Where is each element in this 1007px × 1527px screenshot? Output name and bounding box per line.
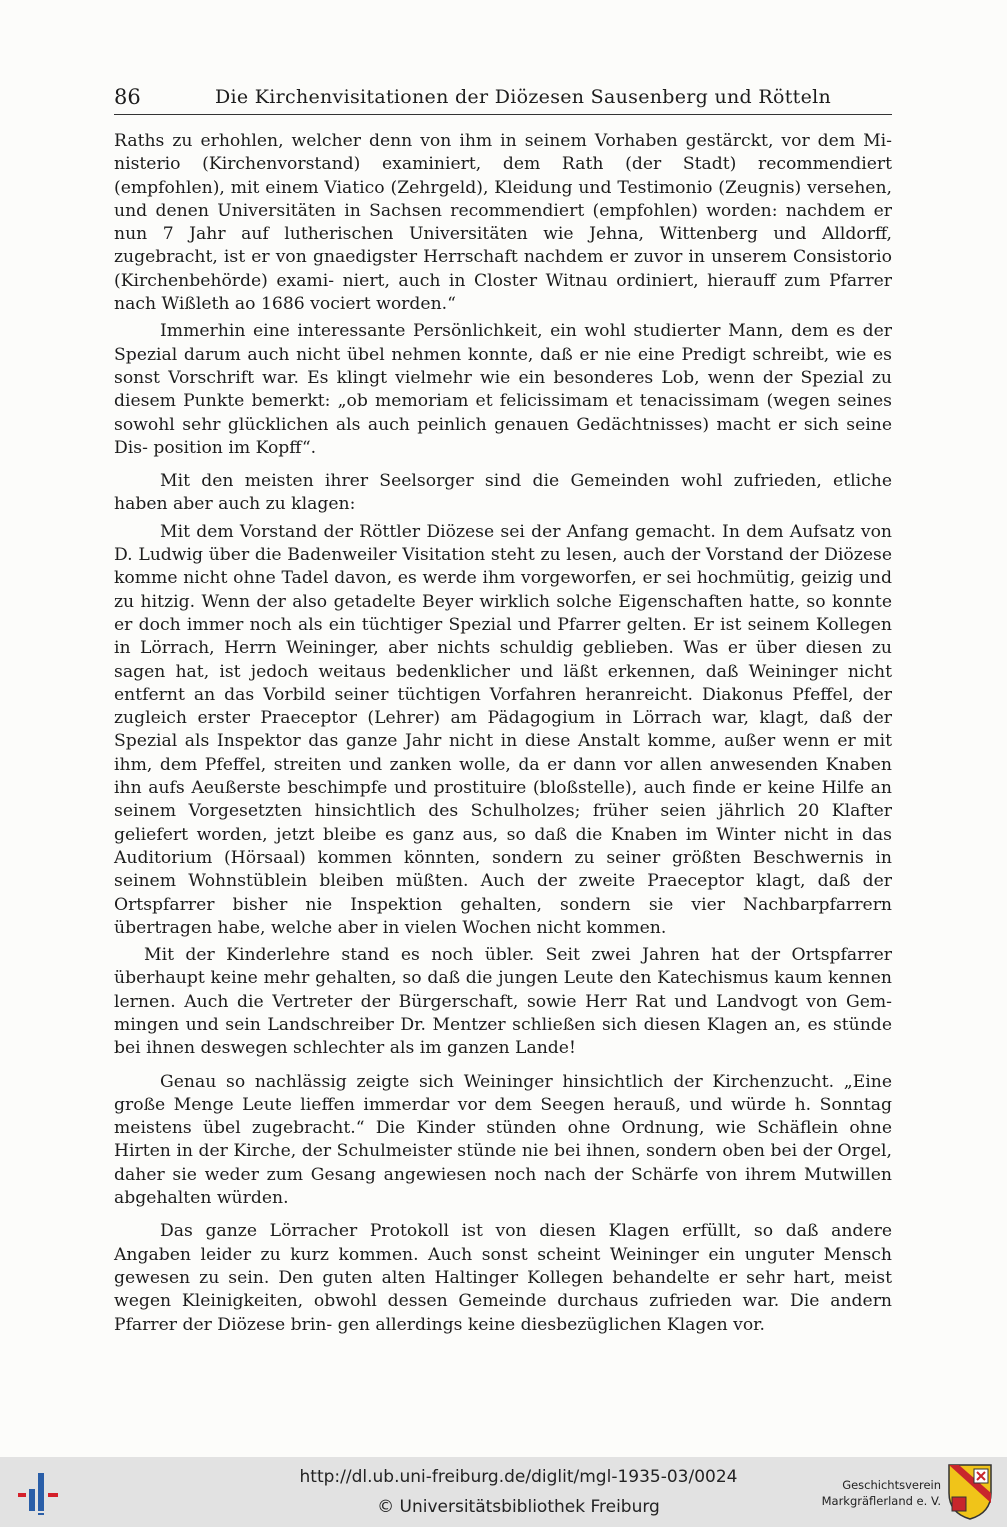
society-line-1: Geschichtsverein bbox=[842, 1478, 941, 1492]
paragraph: Mit dem Vorstand der Röttler Diözese sei der Anfang gemacht. In dem Aufsatz von D. Ludwig über die Badenweiler Visitation steht zu lesen, auch der Vorstand der Diözese komme nicht ohne Tadel davon, es werde ihm vorgeworfen, er sei hochmütig, geizig und zu hitzig. Wenn der also getadelte Beyer wirklich solche Eigenschaften hatte, so konnte er doch immer noch als ein tüchtiger Spezial und Pfarrer gelten. Er ist seinem Kollegen in Lörrach, Herrn Weininger, aber nichts schuldig geblieben. Was er über diesen zu sagen hat, ist jedoch weitaus bedenklicher und läßt erkennen, daß Weininger nicht entfernt an das Vorbild seiner tüchtigen Vorfahren heranreicht. Diakonus Pfeffel, der zugleich erster Praeceptor (Lehrer) am Pädagogium in Lörrach war, klagt, daß der Spezial als Inspektor das ganze Jahr nicht in diese Anstalt komme, außer wenn er mit ihm, dem Pfeffel, streiten und zanken wolle, da er dann vor allen anwesenden Knaben ihn aufs Aeußerste beschimpfe und prostituire (bloßstelle), auch finde er keine Hilfe an seinem Vorgesetzten hinsichtlich des Schulholzes; früher seien jährlich 20 Klafter geliefert worden, jetzt bleibe es ganz aus, so daß die Knaben im Winter nicht in das Auditorium (Hörsaal) kommen könnten, sondern zu seiner größten Beschwernis in seinem Wohnstüblein bleiben müßten. Auch der zweite Praeceptor klagt, daß der Ortspfarrer bisher nie Inspektion gehalten, sondern sie vier Nachbarpfarrern übertragen habe, welche aber in vielen Wochen nicht kommen. bbox=[114, 521, 892, 938]
footer-copyright: © Universitätsbibliothek Freiburg bbox=[377, 1497, 660, 1517]
paragraph: Mit der Kinderlehre stand es noch übler. Seit zwei Jahren hat der Ortspfarrer überhaupt keine mehr gehalten, so daß die jungen Leute den Katechismus kaum kennen lernen. Auch die Vertreter der Bürgerschaft, sowie Herr Rat und Landvogt von Gem- mingen und sein Landschreiber Dr. Mentzer schließen sich diesen Klagen an, es stünde bei ihnen deswegen schlechter als im ganzen Lande! bbox=[114, 945, 892, 1059]
paragraph: Immerhin eine interessante Persönlichkeit, ein wohl studierter Mann, dem es der Spezial darum auch nicht übel nehmen konnte, daß er nie eine Predigt schreibt, wie es sonst Vorschrift war. Es klingt vielmehr wie ein besonderes Lob, wenn der Spezial zu diesem Punkte bemerkt: „ob memoriam et felicissimam et tenacissimam (wegen seines sowohl sehr glücklichen als auch peinlich genauen Gedächtnisses) macht er sich seine Dis- position im Kopff“. bbox=[114, 321, 892, 458]
paragraph: Genau so nachlässig zeigte sich Weininger hinsichtlich der Kirchenzucht. „Eine große Menge Leute lieffen immerdar vor dem Seegen herauß, und würde h. Sonntag meistens übel zugebracht.“ Die Kinder stünden ohne Ordnung, wie Schäflein ohne Hirten in der Kirche, der Schulmeister stünde nie bei ihnen, sondern oben bei der Orgel, daher sie weder zum Gesang angewiesen noch nach der Schärfe von ihrem Mutwillen abgehalten würden. bbox=[114, 1071, 892, 1209]
paragraph: Raths zu erhohlen, welcher denn von ihm in seinem Vorhaben gestärckt, vor dem Mi- nisterio (Kirchenvorstand) examiniert, dem Rath (der Stadt) recommendiert (empfohlen), mit einem Viatico (Zehrgeld), Kleidung und Testimonio (Zeugnis) versehen, und denen Universitäten in Sachsen recommendiert (empfohlen) worden: nachdem er nun 7 Jahr auf lutherischen Universitäten wie Jehna, Wittenberg und Alldorff, zugebracht, ist er von gnaedigster Herrschaft nachdem er zuvor in unserem Consistorio (Kirchenbehörde) exami- niert, auch in Closter Witnau ordiniert, hierauff zum Pfarrer nach Wißleth ao 1686 vociert worden.“ bbox=[114, 131, 892, 315]
page-body bbox=[114, 130, 892, 1347]
footer-bar bbox=[0, 1457, 1007, 1527]
society-line-2: Markgräflerland e. V. bbox=[821, 1494, 941, 1508]
coat-of-arms-icon[interactable] bbox=[947, 1463, 993, 1521]
paragraph: Mit den meisten ihrer Seelsorger sind die Gemeinden wohl zufrieden, etliche haben aber auch zu klagen: bbox=[114, 471, 892, 515]
paragraph: Das ganze Lörracher Protokoll ist von diesen Klagen erfüllt, so daß andere Angaben leider zu kurz kommen. Auch sonst scheint Weininger ein unguter Mensch gewesen zu sein. Den guten alten Haltinger Kollegen behandelte er sehr hart, meist wegen Kleinigkeiten, obwohl dessen Gemeinde durchaus zufrieden war. Die andern Pfarrer der Diözese brin- gen allerdings keine diesbezüglichen Klagen vor. bbox=[114, 1221, 892, 1335]
page-header bbox=[114, 84, 892, 115]
page-number: 86 bbox=[114, 85, 141, 109]
society-name bbox=[822, 1477, 941, 1509]
running-title: Die Kirchenvisitationen der Diözesen Sausenberg und Rötteln bbox=[214, 86, 832, 108]
footer-url-link[interactable]: http://dl.ub.uni-freiburg.de/diglit/mgl-1935-03/0024 bbox=[299, 1467, 738, 1487]
